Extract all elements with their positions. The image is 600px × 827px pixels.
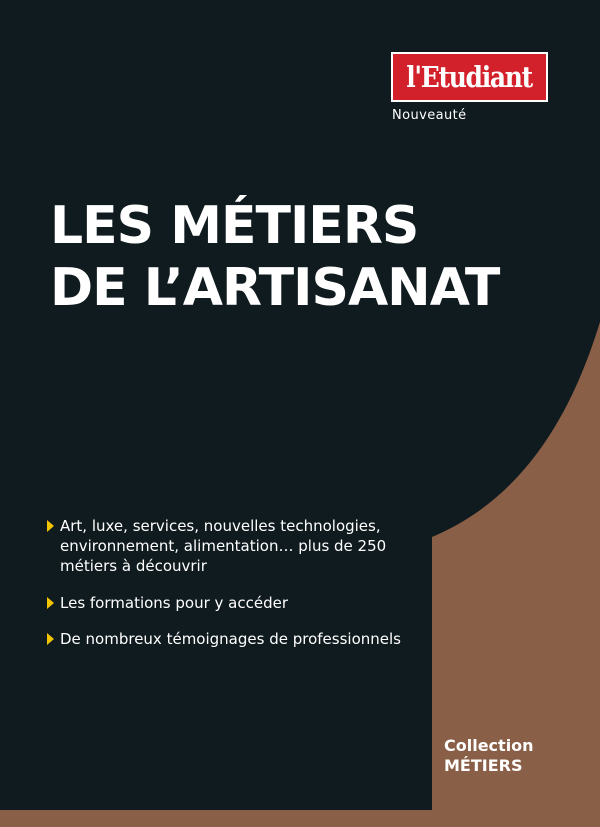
feature-text: Art, luxe, services, nouvelles technologies, environnement, alimentation… plus de 250 métiers à découvrir <box>60 517 387 575</box>
feature-item <box>47 629 437 649</box>
bullet-arrow-icon <box>47 520 54 532</box>
bullet-arrow-icon <box>47 633 54 645</box>
collection-label <box>444 736 534 776</box>
logo-text: l'Etudiant <box>406 59 533 94</box>
new-label: Nouveauté <box>392 108 467 123</box>
feature-list <box>47 516 437 665</box>
feature-item <box>47 516 437 576</box>
feature-text: Les formations pour y accéder <box>60 594 289 612</box>
feature-item <box>47 593 437 613</box>
title-line-1: LES MÉTIERS <box>50 196 419 256</box>
publisher-logo <box>391 52 548 102</box>
bullet-arrow-icon <box>47 597 54 609</box>
collection-line-1: Collection <box>444 736 534 755</box>
title-line-2: DE L’ARTISANAT <box>50 258 500 318</box>
feature-text: De nombreux témoignages de professionnels <box>60 630 401 648</box>
collection-line-2: MÉTIERS <box>444 756 523 775</box>
book-title <box>50 195 499 319</box>
